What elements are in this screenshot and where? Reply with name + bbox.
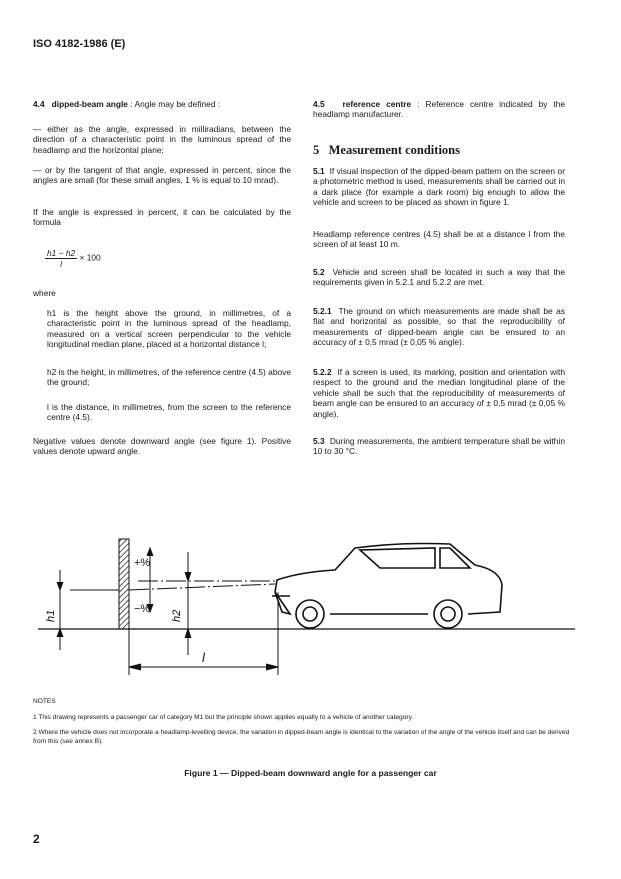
clause-4-5 [313,99,565,120]
paragraph-headlamp: Headlamp reference centres (4.5) shall be at a distance l from the screen of at least 10 m. [313,229,565,250]
clause-number: 4.4 [33,99,45,109]
clause-5-2-1 [313,306,565,348]
paragraph-percent: If the angle is expressed in percent, it can be calculated by the formula [33,207,291,228]
formula-numerator: h1 − h2 [47,248,76,258]
clause-text: If visual inspection of the dipped-beam pattern on the screen or a photometric method is used, measurements shall be carried out in a dark place (for example a dark room) big enough to allow the vehicle and screen to be placed as shown in figure 1. [313,166,565,208]
minus-percent-label: −% [134,603,151,615]
figure-1-drawing [0,530,621,690]
term: dipped-beam angle [51,99,128,109]
note-2: 2 Where the vehicle does not incorporate a headlamp-levelling device, the variation in dipped-beam angle is identical to the variation of the angle of the vehicle itself and can be derived from this (see annex B). [33,729,570,745]
term: reference centre [342,99,412,109]
clause-number: 5.2.1 [313,306,332,316]
where-label: where [33,288,56,298]
clause-5-2-2 [313,367,565,419]
l-label: l [202,650,205,665]
clause-5-3 [313,436,565,457]
def-h1: h1 is the height above the ground, in millimetres, of a characteristic point in the luminous spread of the headlamp, measured on a vertical screen perpendicular to the vehicle longitudinal median plane, placed at a horizontal distance l; [47,308,291,350]
notes-title: NOTES [33,698,56,705]
plus-percent-label: +% [134,557,151,569]
clause-text: During measurements, the ambient temperature shall be within 10 to 30 °C. [313,436,565,457]
clause-text: The ground on which measurements are made shall be as flat and horizontal as possible, so that the reproducibility of measurements of dipped-beam angle can be ensured to an accuracy of ± 0,5 mrad (± 0,05 % angle). [313,306,565,348]
definition-text: : Reference centre indicated by the headlamp manufacturer. [313,99,566,120]
h1-label: h1 [45,609,57,622]
car-illustration [272,544,502,629]
definition-intro: : Angle may be defined : [130,99,221,109]
formula [45,248,101,269]
clause-text: Vehicle and screen shall be located in such a way that the requirements given in 5.2.1 and 5.2.2 are met. [313,267,566,288]
paragraph-negative: Negative values denote downward angle (see figure 1). Positive values denote upward angle. [33,436,291,457]
figure-caption: Figure 1 — Dipped-beam downward angle for a passenger car [184,768,437,778]
clause-number: 4.5 [313,99,325,109]
clause-4-4 [33,99,291,109]
h2-label: h2 [171,609,183,622]
def-h2: h2 is the height, in millimetres, of the reference centre (4.5) above the ground; [47,367,291,388]
def-l: l is the distance, in millimetres, from the screen to the reference centre (4.5). [47,402,291,423]
clause-5-1 [313,166,565,208]
clause-text: If a screen is used, its marking, position and orientation with respect to the ground and the median longitudinal plane of the vehicle shall be such that the reproducibility of measurements of beam angle can be ensured to an accuracy of ± 0,5 mrad (± 0,05 % angle). [313,367,565,419]
clause-number: 5.2.2 [313,367,332,377]
clause-number: 5.2 [313,267,325,277]
clause-number: 5.1 [313,166,325,176]
formula-denominator: l [60,259,63,269]
clause-number: 5.3 [313,436,325,446]
beam-line [129,584,275,590]
clause-5-2 [313,267,565,288]
document-header: ISO 4182-1986 (E) [33,38,126,50]
definition-item-2: — or by the tangent of that angle, expressed in percent, since the angles are small (for these small angles, 1 % is equal to 10 mrad). [33,165,291,186]
definition-item-1: — either as the angle, expressed in milliradians, between the direction of a characteristic point in the luminous spread of the headlamp and the horizontal plane; [33,124,291,155]
page-number: 2 [33,832,40,846]
screen [119,539,129,629]
formula-multiplier: × 100 [79,252,101,263]
section-heading: 5 Measurement conditions [313,143,460,157]
note-1: 1 This drawing represents a passenger car of category M1 but the principle shown applies equally to a vehicle of another category. [33,714,414,721]
